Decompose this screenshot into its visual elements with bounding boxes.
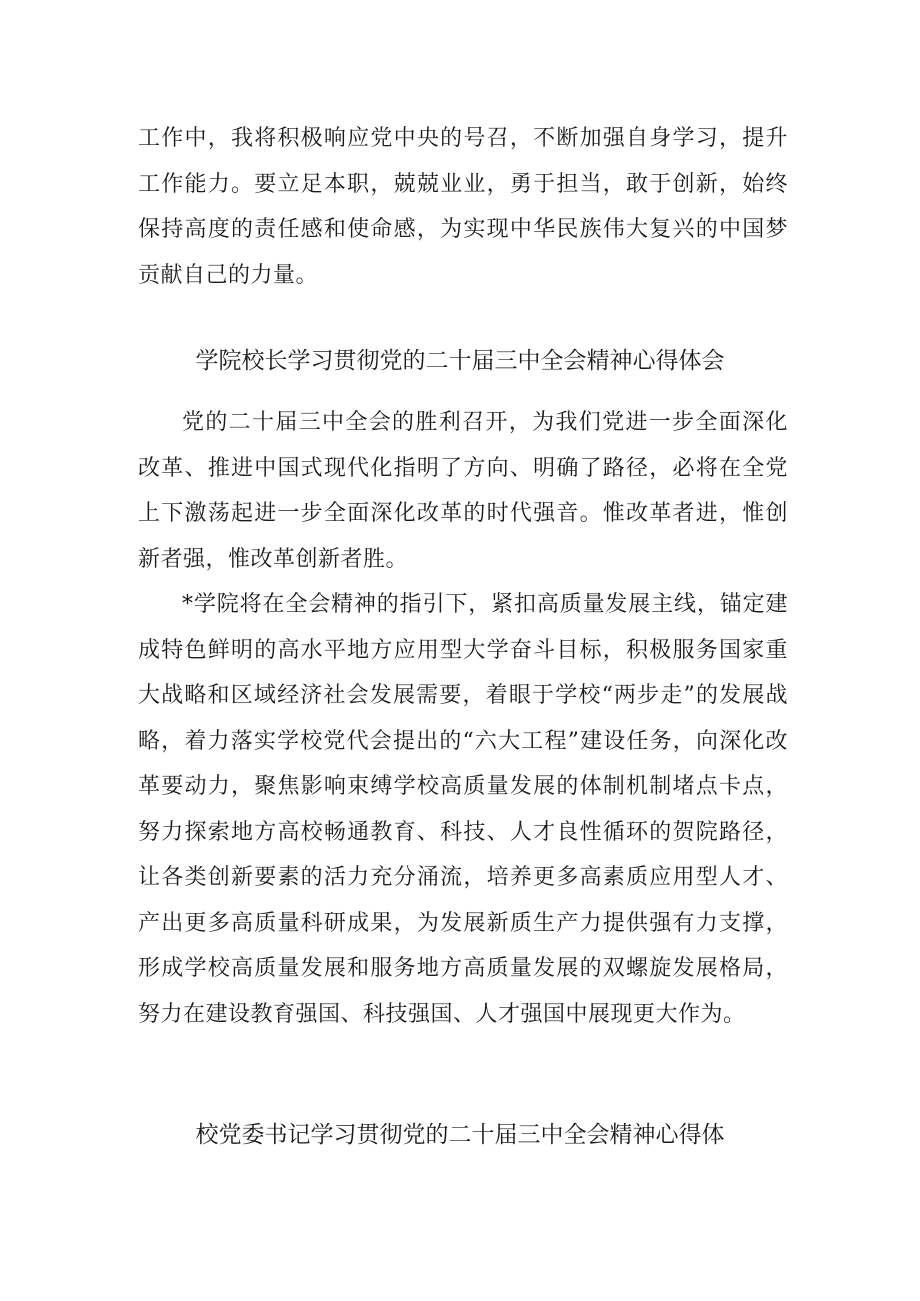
intro-paragraph: 工作中，我将积极响应党中央的号召，不断加强自身学习，提升工作能力。要立足本职，兢兢业业，勇于担当，敢于创新，始终保持高度的责任感和使命感，为实现中华民族伟大复兴的中国梦贡献自己的力量。	[138, 126, 788, 288]
section-one-title: 学院校长学习贯彻党的二十届三中全会精神心得体会	[195, 348, 725, 374]
section-two-title: 校党委书记学习贯彻党的二十届三中全会精神心得体	[195, 1122, 725, 1148]
section-one-paragraph-1: 党的二十届三中全会的胜利召开，为我们党进一步全面深化改革、推进中国式现代化指明了方向、明确了路径，必将在全党上下激荡起进一步全面深化改革的时代强音。惟改革者进，惟创新者强，惟改革创新者胜。	[138, 410, 788, 572]
section-one-paragraph-2: *学院将在全会精神的指引下，紧扣高质量发展主线，锚定建成特色鲜明的高水平地方应用型大学奋斗目标，积极服务国家重大战略和区域经济社会发展需要，着眼于学校“两步走”的发展战略，着力落实学校党代会提出的“六大工程”建设任务，向深化改革要动力，聚焦影响束缚学校高质量发展的体制机制堵点卡点，努力探索地方高校畅通教育、科技、人才良性循环的贺院路径，让各类创新要素的活力充分涌流，培养更多高素质应用型人才、产出更多高质量科研成果，为发展新质生产力提供强有力支撑，形成学校高质量发展和服务地方高质量发展的双螺旋发展格局，努力在建设教育强国、科技强国、人才强国中展现更大作为。	[138, 592, 788, 1027]
